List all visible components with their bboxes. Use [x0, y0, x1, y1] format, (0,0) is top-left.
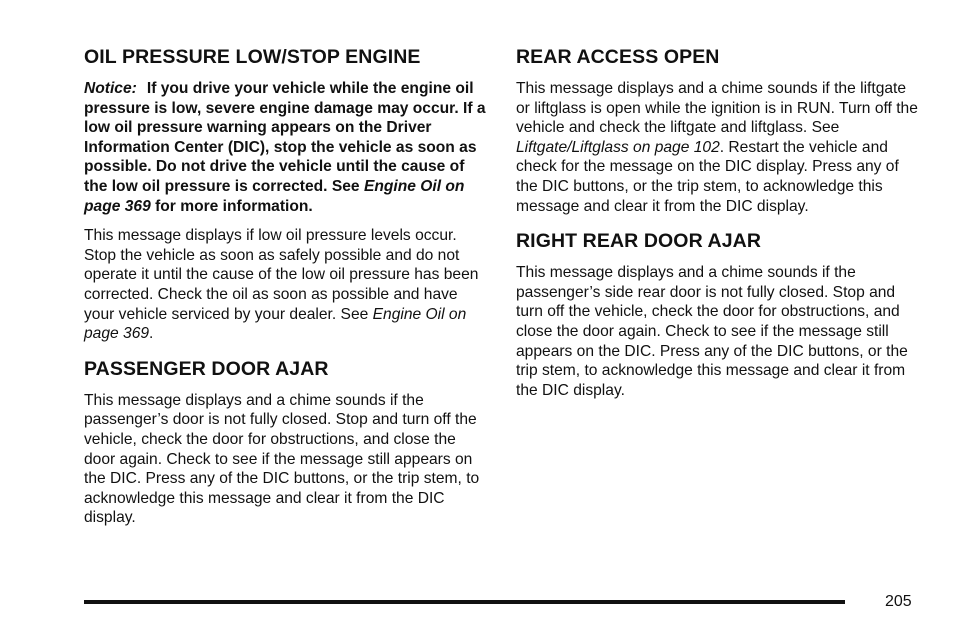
oil-body-tail: . — [149, 325, 154, 343]
passenger-door-body: This message displays and a chime sounds if the passenger’s door is not fully closed. Stop and turn off the vehicle, check the door for obstructions, and close the door again. Check to see if the message still appears on the DIC. Press any of the DIC buttons, or the trip stem, to acknowledge this message and clear it from the DIC display. — [84, 391, 480, 527]
oil-body-text: This message displays if low oil pressure levels occur. Stop the vehicle as soon as safely possible and do not operate it until the cause of the low oil pressure has been corrected. Check the oil as soon as possible and have your vehicle serviced by your dealer. See — [84, 227, 479, 323]
oil-body-reference: Engine Oil on page 369 — [84, 305, 467, 343]
left-column — [84, 44, 488, 528]
notice-reference: Engine Oil on page 369 — [84, 177, 465, 215]
footer-rule — [84, 600, 845, 604]
rear-access-text-a: This message displays and a chime sounds if the liftgate or liftglass is open while the ignition is in RUN. Turn off the vehicle and check the liftgate and liftglass. See — [516, 80, 918, 137]
rear-access-reference: Liftgate/Liftglass on page 102 — [516, 138, 720, 156]
right-rear-door-body: This message displays and a chime sounds if the passenger’s side rear door is not fully closed. Stop and turn off the vehicle, check the door for obstructions, and close the door again. Check to see if the message still appears on the DIC. Press any of the DIC buttons, or the trip stem, to acknowledge this message and clear it from the DIC display. — [516, 264, 908, 399]
oil-pressure-body — [84, 226, 488, 344]
oil-pressure-notice — [84, 79, 488, 216]
rear-access-text-b: . Restart the vehicle and check for the message on the DIC display. Press any of the DIC buttons, or the trip stem, to acknowledge this message and clear it from the DIC display. — [516, 138, 899, 215]
oil-pressure-heading: OIL PRESSURE LOW/STOP ENGINE — [84, 46, 421, 68]
notice-tail: for more information. — [155, 197, 313, 215]
passenger-door-heading: PASSENGER DOOR AJAR — [84, 357, 329, 380]
rear-access-heading: REAR ACCESS OPEN — [516, 46, 720, 68]
page-number: 205 — [885, 593, 912, 610]
rear-access-body — [516, 79, 920, 216]
right-rear-door-heading: RIGHT REAR DOOR AJAR — [516, 230, 762, 253]
notice-label: Notice: — [84, 80, 137, 97]
right-column — [516, 44, 920, 400]
notice-text: If you drive your vehicle while the engine oil pressure is low, severe engine damage may occur. If a low oil pressure warning appears on the Driver Information Center (DIC), stop the vehicle as soon as possible. Do not drive the vehicle until the cause of the low oil pressure is corrected. See — [84, 80, 486, 195]
